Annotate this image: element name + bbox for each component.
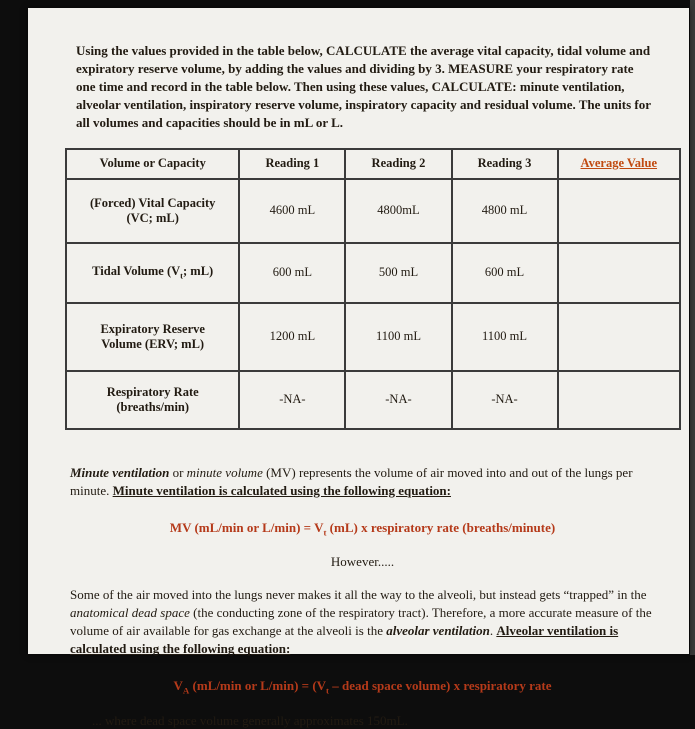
cell-reading: -NA- bbox=[345, 371, 451, 429]
vital-capacity-table bbox=[65, 148, 681, 430]
cell-reading: -NA- bbox=[239, 371, 345, 429]
table-row-respiratory-rate bbox=[66, 371, 680, 429]
scan-right-edge bbox=[690, 0, 695, 655]
cell-reading: 1100 mL bbox=[345, 303, 451, 371]
however-text: However..... bbox=[330, 553, 395, 569]
table-row-tidal-volume bbox=[66, 243, 680, 303]
cell-reading: -NA- bbox=[452, 371, 558, 429]
minute-ventilation-paragraph: Minute ventilation or minute volume (MV) represents the volume of air moved into and out of the lungs per minute. Minute ventilation is calculated using the following equation: bbox=[70, 464, 633, 498]
table-row-vital-capacity bbox=[66, 179, 680, 243]
col-header-volume-or-capacity: Volume or Capacity bbox=[66, 149, 239, 179]
cell-reading: 1100 mL bbox=[452, 303, 558, 371]
minute-ventilation-equation: MV (mL/min or $L/\min) = V_t$ (mL) x respiratory rate (breaths/minute) bbox=[169, 520, 556, 538]
cell-reading: 4800 mL bbox=[452, 179, 558, 243]
row-label-tidal-volume: Tidal Volume ($V_t$; mL) bbox=[66, 243, 239, 303]
cell-reading: 4600 mL bbox=[239, 179, 345, 243]
col-header-average-value: Average Value bbox=[558, 149, 680, 179]
table-row-expiratory-reserve bbox=[66, 303, 680, 371]
cell-reading: 600 mL bbox=[452, 243, 558, 303]
cell-average-blank bbox=[558, 371, 680, 429]
table-header-row bbox=[66, 149, 680, 179]
row-label-expiratory-reserve: Expiratory Reserve Volume (ERV; mL) bbox=[66, 303, 239, 371]
cell-average-blank bbox=[558, 179, 680, 243]
intro-paragraph: Using the values provided in the table below, CALCULATE the average vital capacity, tidal volume and expiratory reserve volume, by adding the values and dividing by 3. MEASURE your respiratory rate one time and record in the table below. Then using these values, CALCULATE: minute ventilation, alveolar ventilation, inspiratory reserve volume, inspiratory capacity and residual volume. The units for all volumes and capacities should be in mL or L. bbox=[76, 43, 651, 130]
page-content bbox=[28, 8, 689, 729]
col-header-reading-1: Reading 1 bbox=[239, 149, 345, 179]
cell-reading: 4800mL bbox=[345, 179, 451, 243]
cell-average-blank bbox=[558, 303, 680, 371]
row-label-vital-capacity: (Forced) Vital Capacity (VC; mL) bbox=[66, 179, 239, 243]
col-header-reading-2: Reading 2 bbox=[345, 149, 451, 179]
row-label-respiratory-rate: Respiratory Rate (breaths/min) bbox=[66, 371, 239, 429]
alveolar-ventilation-paragraph: Some of the air moved into the lungs never makes it all the way to the alveoli, but instead gets “trapped” in the anatomical dead space (the conducting zone of the respiratory tract). Therefore, a more accurate measure of the volume of air available for gas exchange at the alveoli is the alveolar ventilation. Alveolar ventilation is calculated using the following equation: bbox=[70, 586, 652, 657]
cell-reading: 500 mL bbox=[345, 243, 451, 303]
document-page bbox=[28, 8, 689, 728]
alveolar-ventilation-equation: $V_A$ (mL/min or $L/\min) = (V_t$ – dead space volume) x respiratory rate bbox=[173, 678, 552, 696]
col-header-reading-3: Reading 3 bbox=[452, 149, 558, 179]
cell-reading: 1200 mL bbox=[239, 303, 345, 371]
cell-reading: 600 mL bbox=[239, 243, 345, 303]
cell-average-blank bbox=[558, 243, 680, 303]
dead-space-note: ... where dead space volume generally approximates 150mL. bbox=[92, 713, 408, 728]
